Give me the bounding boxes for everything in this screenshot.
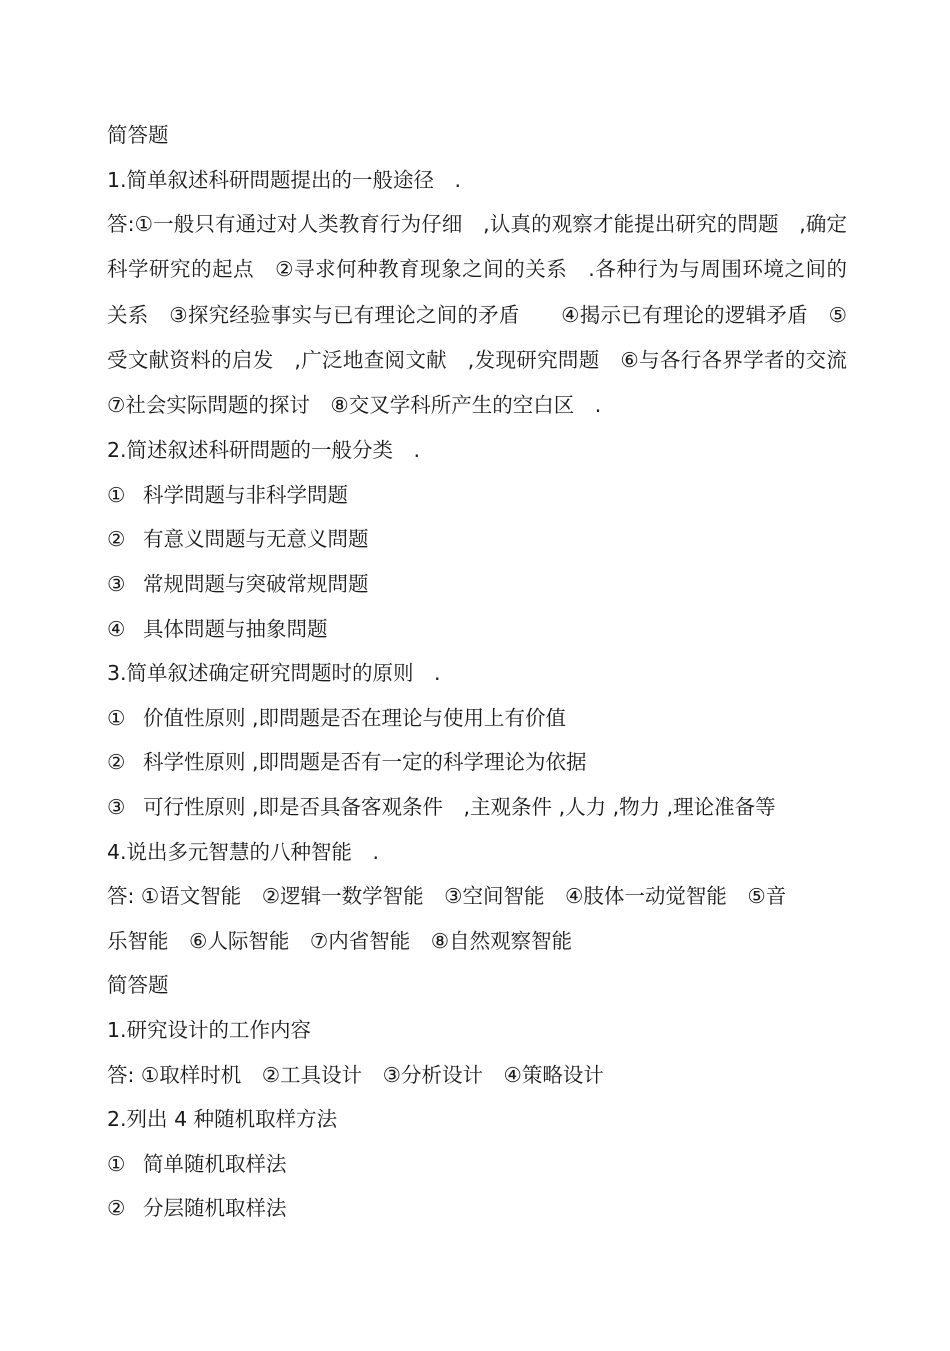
list-item bbox=[107, 740, 847, 785]
question-2: 2.简述叙述科研問题的一般分类 . bbox=[107, 438, 421, 463]
list-item bbox=[107, 562, 847, 607]
item-number: ① bbox=[107, 482, 126, 507]
answer-1: 答:①一般只有通过对人类教育行为仔细 ,认真的观察才能提出研究的問题 ,确定科学研究的起点 ②寻求何种教育现象之间的关系 .各种行为与周围环境之间的关系 ③探究经验事实与已有理论之间的矛盾 ④揭示已有理论的逻辑矛盾 ⑤受文献资料的启发 ,广泛地查阅文献 ,发现研究問题 ⑥与各行各界学者的交流 ⑦社会实际問题的探讨 ⑧交叉学科所产生的空白区 . bbox=[107, 212, 868, 417]
list-item bbox=[107, 1186, 847, 1231]
item-text: 分层随机取样法 bbox=[143, 1196, 287, 1221]
question-1: 1.研究设计的工作内容 bbox=[107, 1017, 312, 1042]
list-item bbox=[107, 696, 847, 741]
question-3: 3.简单叙述确定研究問题时的原则 . bbox=[107, 661, 441, 686]
answer-1: 答: ①取样时机 ②工具设计 ③分析设计 ④策略设计 bbox=[107, 1062, 604, 1087]
list-item bbox=[107, 1142, 847, 1187]
item-text: 具体問题与抽象問题 bbox=[143, 616, 328, 641]
item-text: 价值性原则 ,即問题是否在理论与使用上有价值 bbox=[143, 705, 567, 730]
document-page bbox=[107, 113, 868, 1231]
question-2: 2.列出 4 种随机取样方法 bbox=[107, 1107, 338, 1132]
question-4: 4.说出多元智慧的八种智能 . bbox=[107, 839, 380, 864]
item-number: ③ bbox=[107, 571, 126, 596]
list-item bbox=[107, 607, 847, 652]
list-item bbox=[107, 473, 847, 518]
item-text: 科学性原则 ,即問题是否有一定的科学理论为依据 bbox=[143, 750, 587, 775]
section-heading: 简答题 bbox=[107, 123, 169, 147]
item-number: ② bbox=[107, 750, 126, 775]
item-text: 简单随机取样法 bbox=[143, 1151, 287, 1176]
list-item bbox=[107, 785, 847, 830]
item-text: 有意义問题与无意义問题 bbox=[143, 527, 369, 552]
item-number: ① bbox=[107, 1151, 126, 1176]
item-number: ③ bbox=[107, 794, 126, 819]
answer-4-line-2: 乐智能 ⑥人际智能 ⑦内省智能 ⑧自然观察智能 bbox=[107, 928, 573, 953]
item-number: ④ bbox=[107, 616, 126, 641]
item-number: ② bbox=[107, 527, 126, 552]
answer-4-line-1: 答: ①语文智能 ②逻辑一数学智能 ③空间智能 ④肢体一动觉智能 ⑤音 bbox=[107, 884, 787, 909]
question-1: 1.简单叙述科研問题提出的一般途径 . bbox=[107, 167, 462, 192]
list-item bbox=[107, 517, 847, 562]
item-number: ① bbox=[107, 705, 126, 730]
item-text: 科学問题与非科学問题 bbox=[143, 482, 348, 507]
item-text: 可行性原则 ,即是否具备客观条件 ,主观条件 ,人力 ,物力 ,理论准备等 bbox=[143, 794, 776, 819]
item-number: ② bbox=[107, 1196, 126, 1221]
item-text: 常规問题与突破常规問题 bbox=[143, 571, 369, 596]
section-heading: 简答题 bbox=[107, 973, 169, 998]
